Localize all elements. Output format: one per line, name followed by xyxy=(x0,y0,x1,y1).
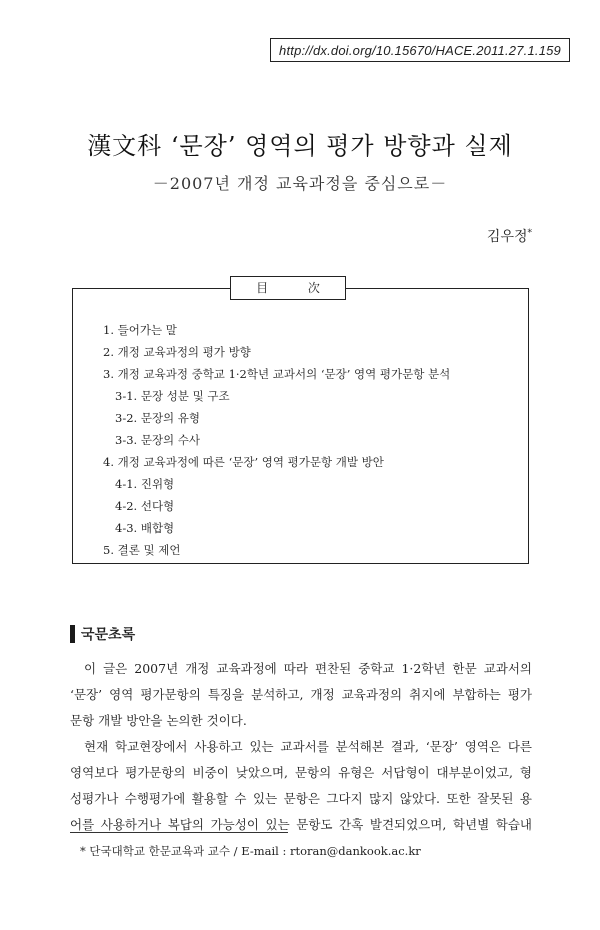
paper-subtitle: －2007년 개정 교육과정을 중심으로－ xyxy=(152,174,448,193)
text-line: 문항 개발 방안을 논의한 것이다. xyxy=(70,713,247,728)
text-line: 성평가나 수행평가에 활용할 수 있는 문항은 그다지 많지 않았다. 또한 잘못된 용 xyxy=(70,791,532,806)
abstract-paragraph-1 xyxy=(70,656,532,734)
heading-bar xyxy=(70,625,75,643)
toc-item: 5. 결론 및 제언 xyxy=(103,543,181,557)
toc-subitem: 3-1. 문장 성분 및 구조 xyxy=(115,389,230,403)
toc-item: 1. 들어가는 말 xyxy=(103,323,177,337)
table-of-contents xyxy=(72,281,529,564)
text-line: 어를 사용하거나 복답의 가능성이 있는 문항도 간혹 발견되었으며, 학년별 학습내 xyxy=(70,817,532,832)
toc-item: 2. 개정 교육과정의 평가 방향 xyxy=(103,345,251,359)
paper-title: 漢文科 ‘문장’ 영역의 평가 방향과 실제 xyxy=(87,132,513,160)
abstract-paragraph-2 xyxy=(70,734,532,838)
toc-subitem: 4-2. 선다형 xyxy=(115,499,175,513)
author-name: 김우정 xyxy=(486,229,528,245)
text-line: 이 글은 2007년 개정 교육과정에 따라 편찬된 중학교 1·2학년 한문 교과서의 xyxy=(84,661,532,676)
toc-item: 4. 개정 교육과정에 따른 ‘문장’ 영역 평가문항 개발 방안 xyxy=(103,455,384,469)
toc-label xyxy=(230,276,346,300)
footnote-divider xyxy=(70,832,288,833)
toc-subitem: 4-3. 배합형 xyxy=(115,521,175,535)
text-line: 영역보다 평가문항의 비중이 낮았으며, 문항의 유형은 서답형이 대부분이었고, 형 xyxy=(70,765,532,780)
author xyxy=(487,226,532,246)
text-line: 현재 학교현장에서 사용하고 있는 교과서를 분석해본 결과, ‘문장’ 영역은 다른 xyxy=(84,739,532,754)
toc-item: 3. 개정 교육과정 중학교 1·2학년 교과서의 ‘문장’ 영역 평가문항 분석 xyxy=(103,367,451,381)
toc-list xyxy=(103,319,518,561)
text-line: ‘문장’ 영역 평가문항의 특징을 분석하고, 개정 교육과정의 취지에 부합하는 평가 xyxy=(70,687,532,702)
toc-label-text: 目 次 xyxy=(256,281,338,295)
toc-subitem: 4-1. 진위형 xyxy=(115,477,175,491)
toc-subitem: 3-3. 문장의 수사 xyxy=(115,433,201,447)
footnote: * 단국대학교 한문교육과 교수 / E-mail : rtoran@dankook.ac.kr xyxy=(80,844,421,858)
toc-subitem: 3-2. 문장의 유형 xyxy=(115,411,201,425)
author-footnote-mark: * xyxy=(527,228,532,239)
abstract-heading xyxy=(70,624,135,644)
doi-link[interactable]: http://dx.doi.org/10.15670/HACE.2011.27.1.159 xyxy=(270,38,570,62)
abstract-heading-text: 국문초록 xyxy=(81,627,136,643)
